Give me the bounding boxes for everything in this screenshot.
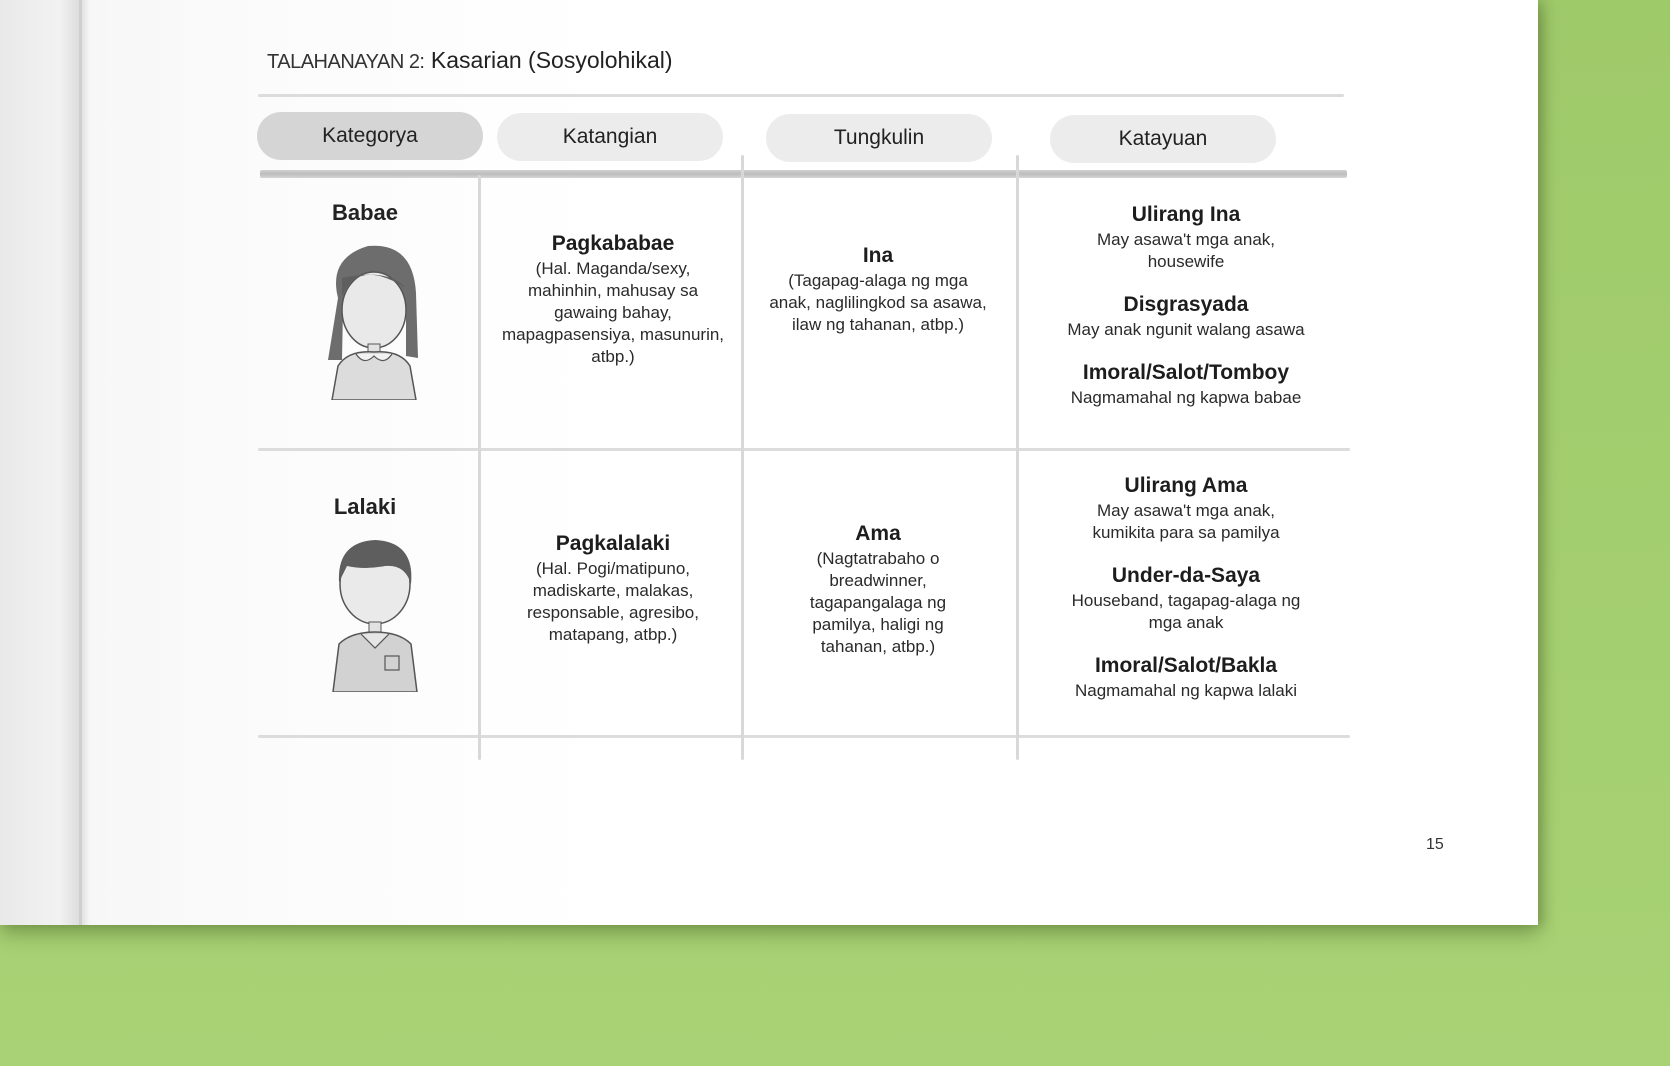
- girl-figure-icon: [318, 238, 428, 400]
- status-title: Imoral/Salot/Bakla: [1094, 654, 1278, 677]
- trait-lalaki: [500, 532, 726, 646]
- status-babae: [1040, 203, 1332, 429]
- status-body: May asawa't mga anak, housewife: [1096, 230, 1276, 271]
- header-katangian: Katangian: [497, 113, 723, 161]
- header-rule: [260, 170, 1347, 178]
- table-title-text: Kasarian (Sosyolohikal): [430, 47, 673, 73]
- table-title-prefix: TALAHANAYAN 2:: [267, 51, 425, 73]
- status-title: Ulirang Ina: [1131, 203, 1241, 226]
- status-title: Under-da-Saya: [1111, 564, 1261, 587]
- column-divider: [1016, 155, 1019, 760]
- column-divider: [478, 175, 481, 760]
- role-title: Ama: [855, 522, 901, 545]
- trait-babae: [500, 232, 726, 368]
- trait-body: (Hal. Pogi/matipuno, madiskarte, malakas, responsable, agresibo, matapang, atbp.): [526, 559, 699, 644]
- status-title: Imoral/Salot/Tomboy: [1082, 361, 1290, 384]
- status-body: Nagmamahal ng kapwa babae: [1070, 388, 1302, 407]
- row-divider: [258, 448, 1350, 451]
- page-number: 15: [1426, 836, 1444, 853]
- status-body: Houseband, tagapag-alaga ng mga anak: [1071, 591, 1301, 632]
- table-title: [267, 47, 673, 74]
- bottom-rule: [258, 735, 1350, 738]
- column-divider: [741, 155, 744, 760]
- trait-body: (Hal. Maganda/sexy, mahinhin, mahusay sa gawaing bahay, mapagpasensiya, masunurin, atbp.): [501, 259, 725, 366]
- status-item: [1040, 564, 1332, 634]
- header-tungkulin: Tungkulin: [766, 114, 992, 162]
- book-spine: [79, 0, 82, 925]
- status-body: May anak ngunit walang asawa: [1067, 320, 1305, 339]
- category-babae: Babae: [331, 200, 399, 225]
- role-title: Ina: [862, 244, 894, 267]
- role-body: (Tagapag-alaga ng mga anak, naglilingkod sa asawa, ilaw ng tahanan, atbp.): [769, 271, 987, 334]
- category-lalaki: Lalaki: [333, 494, 397, 519]
- status-title: Disgrasyada: [1123, 293, 1249, 316]
- status-title: Ulirang Ama: [1124, 474, 1248, 497]
- status-item: [1040, 474, 1332, 544]
- header-kategorya: Kategorya: [257, 112, 483, 160]
- role-lalaki: [770, 522, 986, 658]
- status-item: [1040, 654, 1332, 702]
- role-babae: [768, 244, 988, 336]
- status-item: [1040, 293, 1332, 341]
- top-rule: [258, 94, 1344, 97]
- header-katayuan: Katayuan: [1050, 115, 1276, 163]
- role-body: (Nagtatrabaho o breadwinner, tagapangalaga ng pamilya, haligi ng tahanan, atbp.): [809, 549, 947, 656]
- status-body: Nagmamahal ng kapwa lalaki: [1074, 681, 1298, 700]
- trait-title: Pagkalalaki: [555, 532, 671, 555]
- trait-title: Pagkababae: [551, 232, 675, 255]
- status-body: May asawa't mga anak, kumikita para sa pamilya: [1092, 501, 1280, 542]
- status-lalaki: [1040, 474, 1332, 722]
- boy-figure-icon: [325, 536, 425, 692]
- status-item: [1040, 203, 1332, 273]
- status-item: [1040, 361, 1332, 409]
